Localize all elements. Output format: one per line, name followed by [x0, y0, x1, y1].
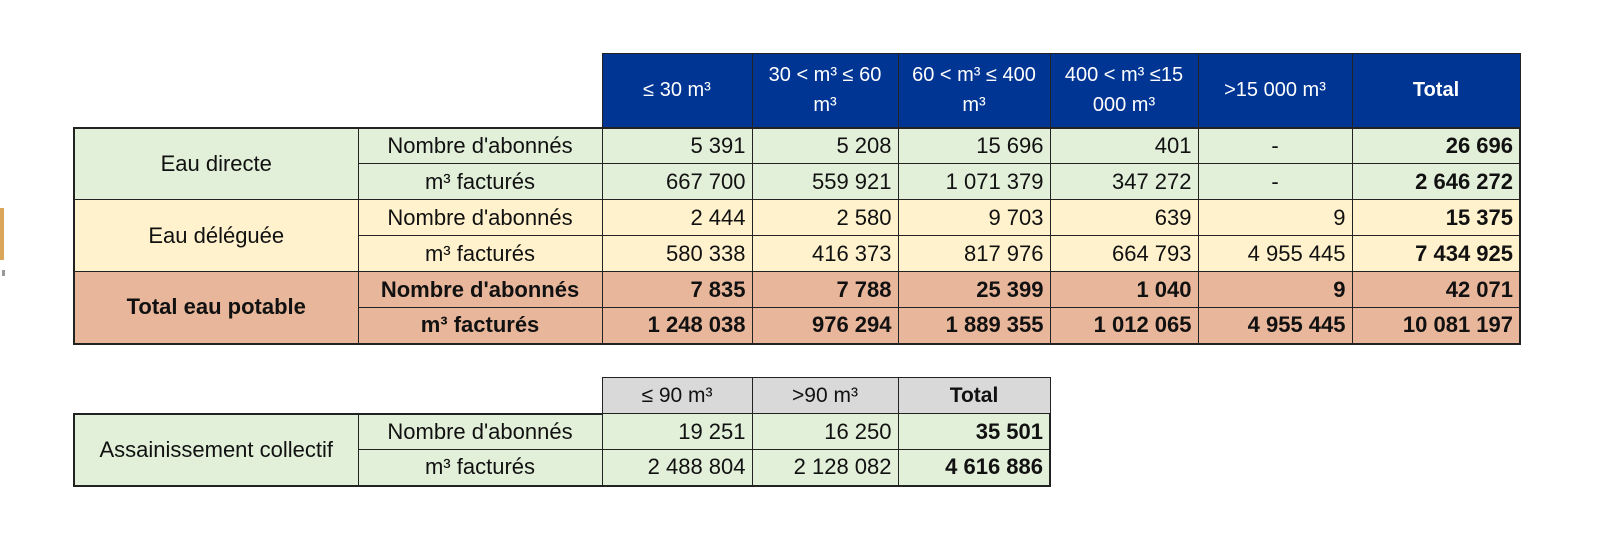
table-cell: 2 580 — [752, 200, 898, 236]
table-cell: 347 272 — [1050, 164, 1198, 200]
table-cell-total: 26 696 — [1352, 128, 1520, 164]
table-cell: 25 399 — [898, 272, 1050, 308]
column-header-total: Total — [1352, 54, 1520, 128]
table-cell: 2 444 — [602, 200, 752, 236]
column-header: >90 m³ — [752, 378, 898, 414]
sanitation-table — [73, 377, 1051, 487]
row-category: Eau déléguée — [74, 200, 358, 272]
table-cell-total: 2 646 272 — [1352, 164, 1520, 200]
column-header: 60 < m³ ≤ 400 m³ — [898, 54, 1050, 128]
row-label: m³ facturés — [358, 164, 602, 200]
table-cell: 559 921 — [752, 164, 898, 200]
table-cell: 1 040 — [1050, 272, 1198, 308]
table-cell: 1 071 379 — [898, 164, 1050, 200]
row-label: Nombre d'abonnés — [358, 272, 602, 308]
table-cell: 19 251 — [602, 414, 752, 450]
column-header: ≤ 30 m³ — [602, 54, 752, 128]
row-label: Nombre d'abonnés — [358, 128, 602, 164]
table-cell: 976 294 — [752, 308, 898, 344]
table-cell: - — [1198, 128, 1352, 164]
edge-decoration-small — [2, 270, 5, 276]
table-cell: 7 788 — [752, 272, 898, 308]
table-cell-total: 7 434 925 — [1352, 236, 1520, 272]
table-cell: 1 248 038 — [602, 308, 752, 344]
row-label: m³ facturés — [358, 450, 602, 486]
table-cell: 1 012 065 — [1050, 308, 1198, 344]
table-cell: 4 955 445 — [1198, 236, 1352, 272]
column-header: 400 < m³ ≤15 000 m³ — [1050, 54, 1198, 128]
table-cell: - — [1198, 164, 1352, 200]
column-header-total: Total — [898, 378, 1050, 414]
table-cell-total: 15 375 — [1352, 200, 1520, 236]
row-category: Total eau potable — [74, 272, 358, 344]
column-header: >15 000 m³ — [1198, 54, 1352, 128]
table-cell: 1 889 355 — [898, 308, 1050, 344]
table-cell: 664 793 — [1050, 236, 1198, 272]
table-cell: 639 — [1050, 200, 1198, 236]
table-cell: 2 128 082 — [752, 450, 898, 486]
table-cell-total: 42 071 — [1352, 272, 1520, 308]
table-cell-total: 35 501 — [898, 414, 1050, 450]
row-category: Eau directe — [74, 128, 358, 200]
water-billing-table — [73, 53, 1521, 345]
table-cell-total: 4 616 886 — [898, 450, 1050, 486]
row-category: Assainissement collectif — [74, 414, 358, 486]
table-cell: 15 696 — [898, 128, 1050, 164]
table-cell: 5 391 — [602, 128, 752, 164]
row-label: Nombre d'abonnés — [358, 414, 602, 450]
column-header: ≤ 90 m³ — [602, 378, 752, 414]
corner-blank — [74, 54, 358, 128]
table-cell: 817 976 — [898, 236, 1050, 272]
row-label: m³ facturés — [358, 308, 602, 344]
table-cell: 667 700 — [602, 164, 752, 200]
table-cell: 7 835 — [602, 272, 752, 308]
corner-blank — [358, 54, 602, 128]
row-label: Nombre d'abonnés — [358, 200, 602, 236]
table-cell: 4 955 445 — [1198, 308, 1352, 344]
table-cell: 580 338 — [602, 236, 752, 272]
table-cell: 416 373 — [752, 236, 898, 272]
table-cell: 9 — [1198, 200, 1352, 236]
edge-decoration — [0, 208, 4, 260]
corner-blank — [74, 378, 358, 414]
table-cell: 5 208 — [752, 128, 898, 164]
corner-blank — [358, 378, 602, 414]
table-cell: 2 488 804 — [602, 450, 752, 486]
table-cell: 16 250 — [752, 414, 898, 450]
table-cell: 9 703 — [898, 200, 1050, 236]
table-cell: 9 — [1198, 272, 1352, 308]
row-label: m³ facturés — [358, 236, 602, 272]
table-cell: 401 — [1050, 128, 1198, 164]
table-cell-total: 10 081 197 — [1352, 308, 1520, 344]
column-header: 30 < m³ ≤ 60 m³ — [752, 54, 898, 128]
